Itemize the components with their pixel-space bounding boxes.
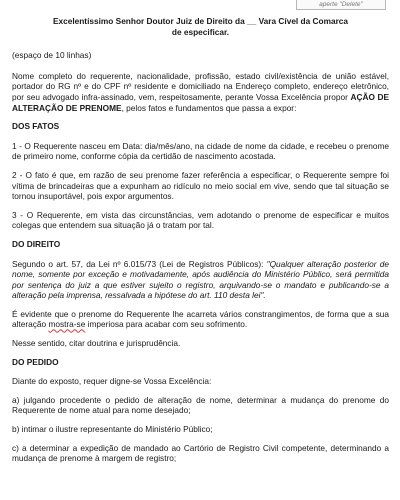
intro-text-before: Nome completo do requerente, nacionalidade, profissão, estado civil/existência de união estável, portador do RG nº e do CPF nº residente e domiciliado na Endereço completo, endereço eletrônico, por seu advogado infra-assinado, vem, respeitosamente, perante Vossa Excelência propor	[12, 70, 389, 102]
court-heading	[12, 16, 389, 37]
delete-hint-tab: aperte "Delete"	[296, 0, 386, 10]
court-heading-line-1: Excelentíssimo Senhor Doutor Juiz de Direito da __ Vara Cível da Comarca	[52, 16, 349, 26]
intro-paragraph	[12, 71, 389, 113]
section-title-direito: DO DIREITO	[12, 238, 61, 249]
law-quote: "Qualquer alteração posterior de nome, somente por exceção e motivadamente, após audiência do Ministério Público, será permitida por sentença do juiz a que estiver sujeito o registro, arquivando-se o mandato e publicando-se a alteração pela imprensa, ressalvada a hipótese do art. 110 desta lei".	[12, 258, 390, 301]
section-title-pedido: DO PEDIDO	[12, 356, 59, 367]
request-intro: Diante do exposto, requer digne-se Vossa Excelência:	[12, 376, 212, 387]
spellcheck-flagged-word[interactable]: mostra-se	[48, 319, 86, 330]
law-citation-intro: Segundo o art. 57, da Lei nº 6.015/73 (Lei de Registros Públicos):	[12, 258, 267, 269]
evident-paragraph	[12, 309, 389, 330]
court-heading-line-2: de especificar.	[171, 26, 230, 37]
spacing-note: (espaço de 10 linhas)	[12, 50, 92, 61]
fact-paragraph-3: 3 - O Requerente, em vista das circunstâncias, vem adotando o prenome de especificar e muitos colegas que entendem sua situação já o tratam por tal.	[12, 209, 389, 231]
request-item-b: b) intimar o ilustre representante do Ministério Público;	[12, 424, 213, 435]
action-title: AÇÃO DE ALTERAÇÃO DE PRENOME	[12, 91, 389, 113]
evident-text-before: É evidente que o prenome do Requerente lhe acarreta vários constrangimentos, de forma que a sua alteração	[12, 308, 389, 330]
doctrine-paragraph: Nesse sentido, citar doutrina e jurisprudência.	[12, 338, 181, 349]
request-item-a: a) julgando procedente o pedido de alteração de nome, determinar a mudança do prenome do Requerente de nome atual para nome desejado;	[12, 394, 389, 416]
fact-paragraph-1: 1 - O Requerente nasceu em Data: dia/mês/ano, na cidade de nome da cidade, e recebeu o prenome de primeiro nome, conforme cópia da certidão de nascimento acostada.	[12, 140, 389, 162]
petition-document	[12, 16, 389, 472]
evident-text-after: imperiosa para acabar com seu sofrimento.	[85, 319, 248, 330]
request-item-c: c) a determinar a expedição de mandado ao Cartório de Registro Civil competente, determinando a mudança de prenome à margem de registro;	[12, 442, 389, 464]
law-citation-paragraph	[12, 259, 389, 301]
intro-text-after: , pelos fatos e fundamentos que passa a expor:	[121, 102, 297, 113]
section-title-fatos: DOS FATOS	[12, 121, 60, 132]
fact-paragraph-2: 2 - O fato é que, em razão de seu prenome fazer referência a especificar, o Requerente sempre foi vítima de brincadeiras que a expunham ao ridículo no meio social em vive, sendo que tal situação se tornou insuportável, pois expor argumentos.	[12, 169, 389, 202]
